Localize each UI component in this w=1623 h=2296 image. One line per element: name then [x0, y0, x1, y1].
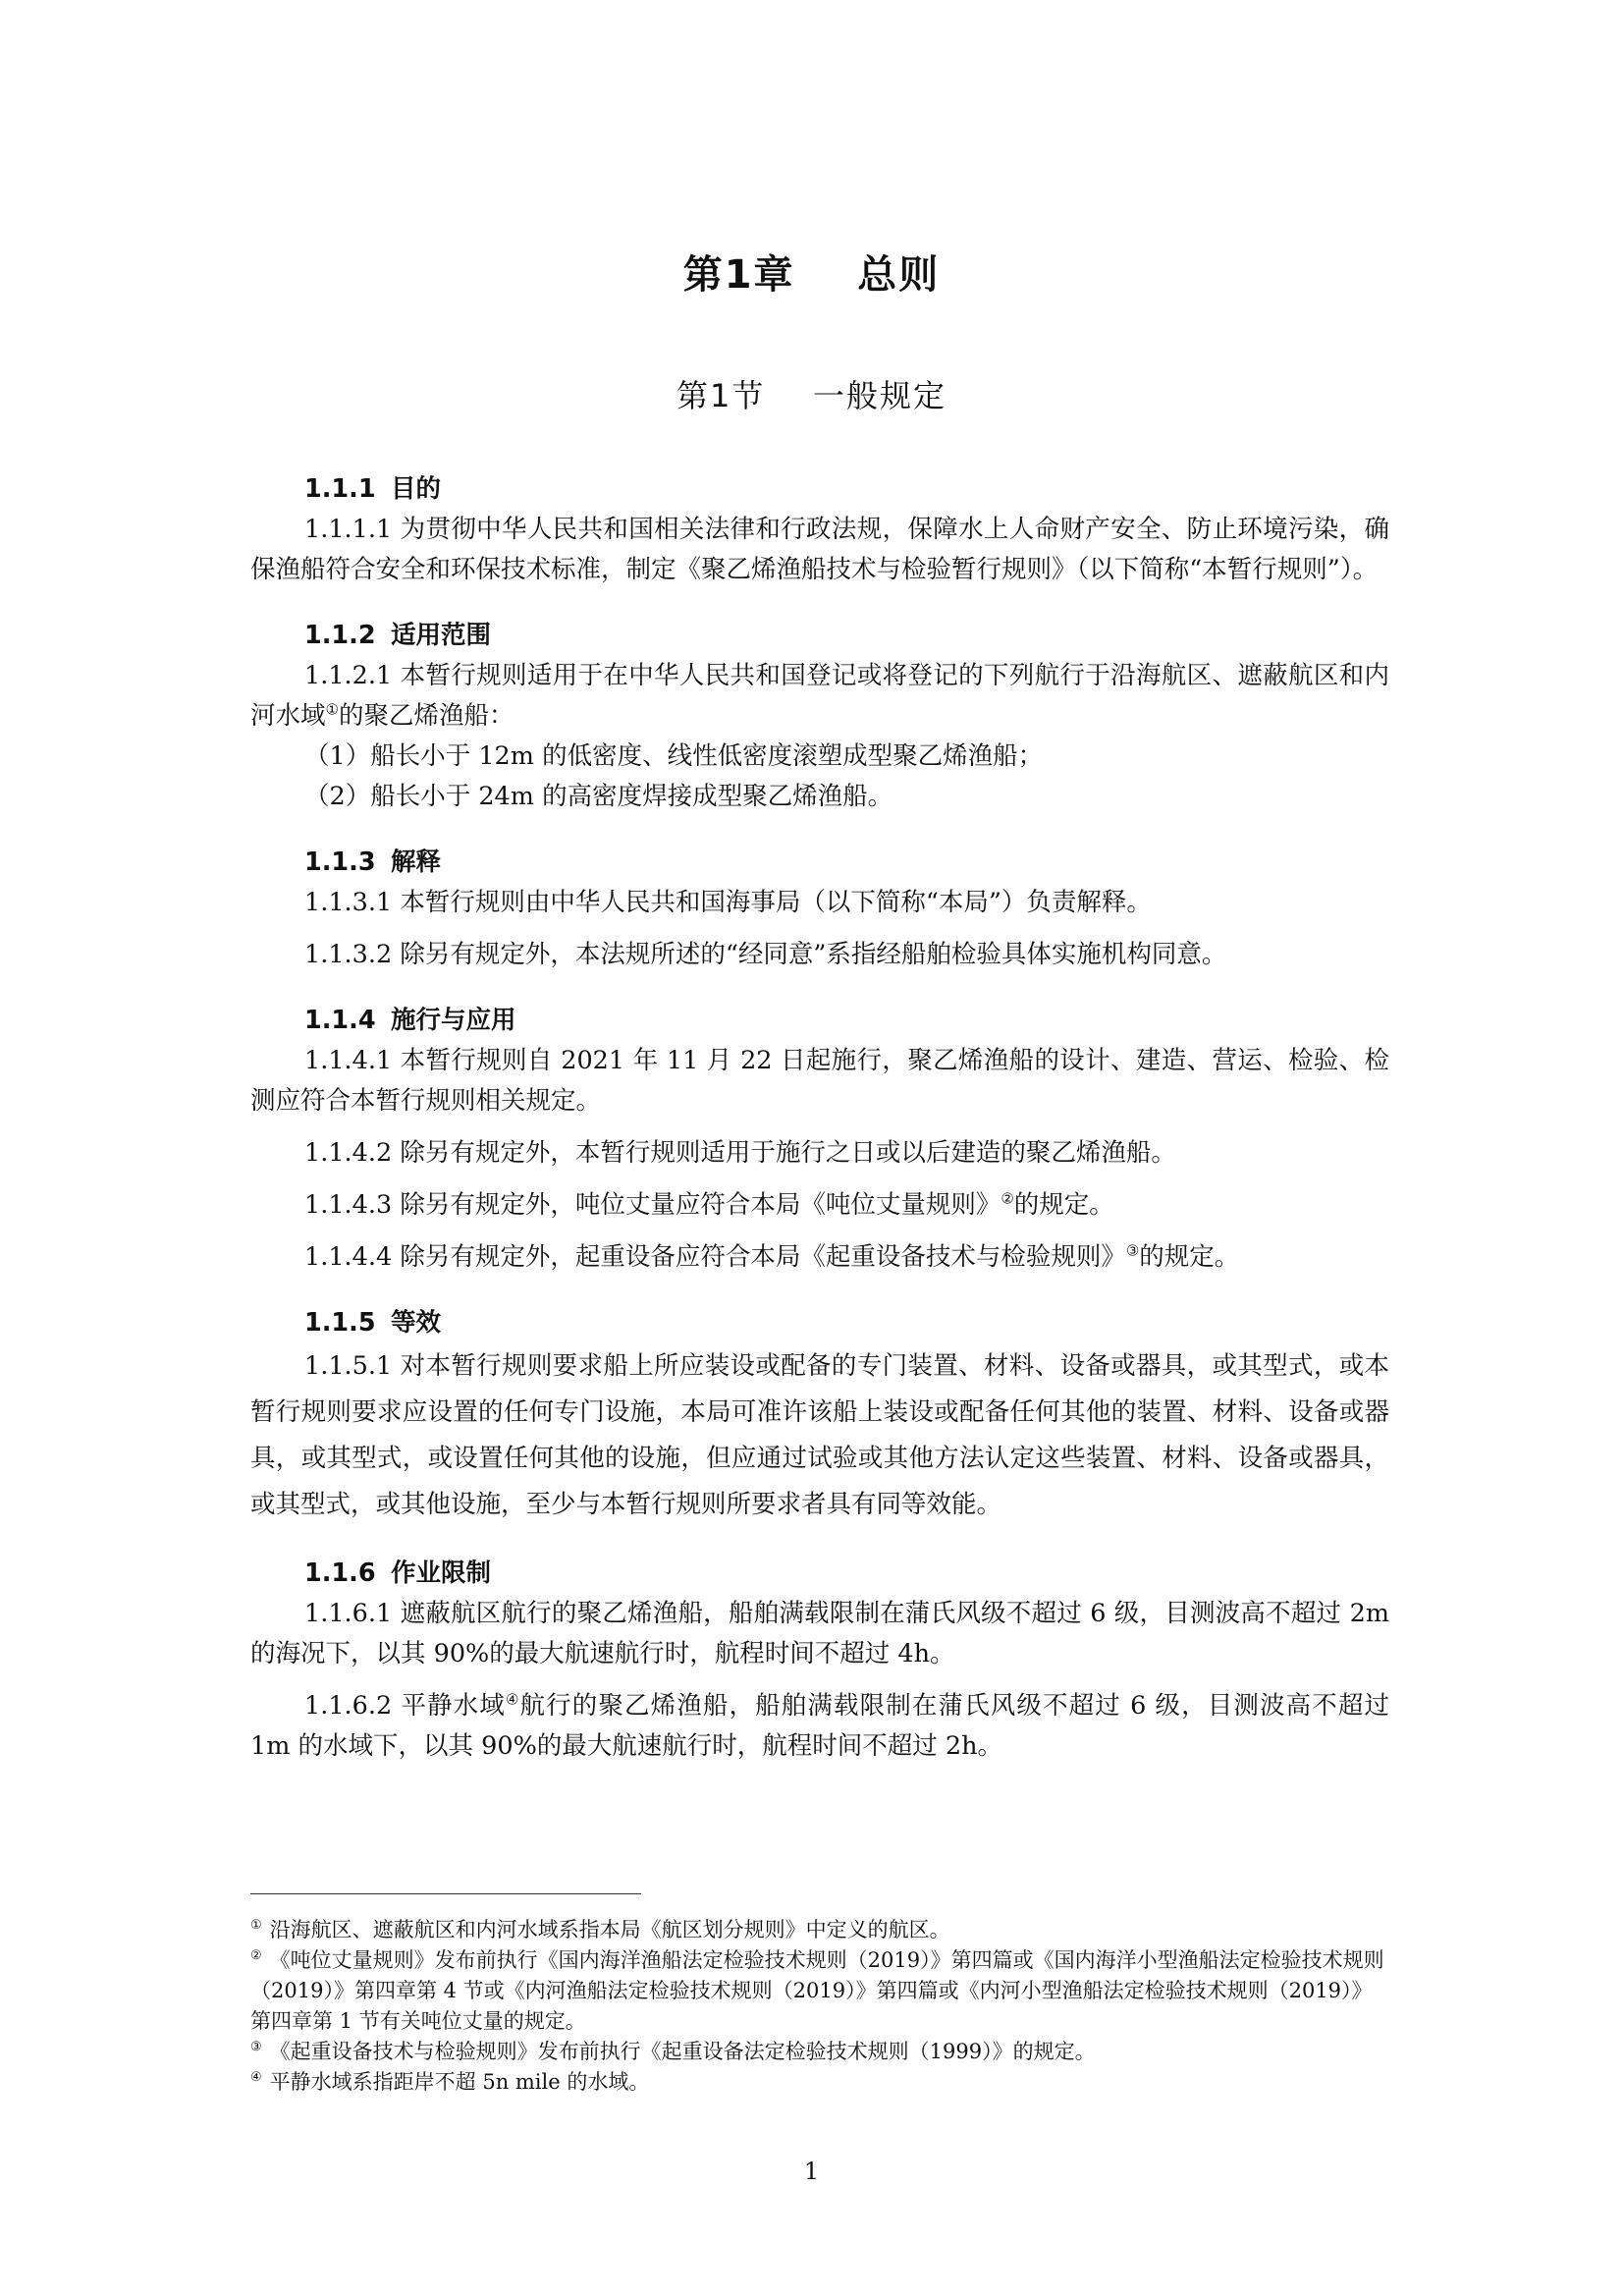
list-item: （1）船长小于 12m 的低密度、线性低密度滚塑成型聚乙烯渔船； [304, 741, 1044, 771]
footnotes [250, 1915, 1389, 2098]
paragraph-text: 1.1.4.3 除另有规定外，吨位丈量应符合本局《吨位丈量规则》 [304, 1190, 1001, 1220]
heading-1-1-3 [250, 843, 1389, 883]
footnote-3 [250, 2037, 1389, 2067]
heading-1-1-4 [250, 1001, 1389, 1041]
footnote-text: 平静水域系指距岸不超 5n mile 的水域。 [269, 2070, 650, 2094]
paragraph-1-1-6-2 [250, 1686, 1389, 1767]
heading-title: 解释 [391, 847, 442, 877]
paragraph-1-1-6-1: 1.1.6.1 遮蔽航区航行的聚乙烯渔船，船舶满载限制在蒲氏风级不超过 6 级，目测波高不超过 2m 的海况下，以其 90%的最大航速航行时，航程时间不超过 4h。 [250, 1599, 1390, 1668]
section-title: 第1节 一般规定 [676, 377, 947, 414]
paragraph-1-1-1-1: 1.1.1.1 为贯彻中华人民共和国相关法律和行政法规，保障水上人命财产安全、防止环境污染，确保渔船符合安全和环保技术标准，制定《聚乙烯渔船技术与检验暂行规则》（以下简称“本暂行规则”）。 [250, 515, 1389, 584]
paragraph-1-1-4-3 [250, 1185, 1389, 1226]
footnote-text: 《起重设备技术与检验规则》发布前执行《起重设备法定检验技术规则（1999）》的规定。 [269, 2040, 1096, 2063]
footnote-mark: ④ [250, 2070, 262, 2085]
footnote-4 [250, 2067, 1389, 2098]
heading-1-1-2 [250, 616, 1389, 656]
heading-number: 1.1.6 [304, 1558, 376, 1588]
footnote-ref-2[interactable]: ② [1001, 1189, 1014, 1208]
heading-number: 1.1.1 [304, 474, 376, 504]
footnote-ref-1[interactable]: ① [325, 700, 339, 719]
footnote-2 [250, 1945, 1389, 2037]
paragraph-1-1-4-4 [250, 1237, 1389, 1278]
paragraph-text: 的聚乙烯渔船： [338, 701, 514, 731]
chapter-title: 第1章 总则 [682, 252, 941, 298]
paragraph-text: 1.1.2.1 本暂行规则适用于在中华人民共和国登记或将登记的下列航行于沿海航区、遮蔽航区和内河水域 [250, 661, 1389, 731]
paragraph-text: 的规定。 [1139, 1242, 1240, 1272]
paragraph-text: 1.1.6.2 平静水域 [304, 1691, 506, 1721]
heading-title: 目的 [391, 474, 442, 504]
paragraph-1-1-4-2: 1.1.4.2 除另有规定外，本暂行规则适用于施行之日或以后建造的聚乙烯渔船。 [304, 1138, 1176, 1168]
paragraph-1-1-3-1: 1.1.3.1 本暂行规则由中华人民共和国海事局（以下简称“本局”）负责解释。 [304, 888, 1152, 917]
footnote-text: 《吨位丈量规则》发布前执行《国内海洋渔船法定检验技术规则（2019）》第四篇或《国内海洋小型渔船法定检验技术规则（2019）》第四章第 4 节或《内河渔船法定检验技术规则（2019）》第四篇或《内河小型渔船法定检验技术规则（2019）》第四章第 1 节有关吨位丈量的规定。 [250, 1948, 1384, 2033]
heading-1-1-6 [250, 1554, 1389, 1594]
heading-title: 施行与应用 [391, 1006, 516, 1035]
footnote-mark: ② [250, 1948, 262, 1963]
heading-1-1-5 [250, 1303, 1389, 1343]
footnote-mark: ③ [250, 2040, 262, 2054]
footnote-text: 沿海航区、遮蔽航区和内河水域系指本局《航区划分规则》中定义的航区。 [269, 1918, 950, 1941]
heading-number: 1.1.5 [304, 1308, 376, 1338]
heading-number: 1.1.4 [304, 1006, 376, 1035]
footnote-1 [250, 1915, 1389, 1945]
footnote-mark: ① [250, 1918, 262, 1933]
paragraph-text: 1.1.4.4 除另有规定外，起重设备应符合本局《起重设备技术与检验规则》 [304, 1242, 1126, 1272]
heading-title: 作业限制 [391, 1558, 492, 1588]
paragraph-1-1-3-2: 1.1.3.2 除另有规定外，本法规所述的“经同意”系指经船舶检验具体实施机构同意。 [304, 940, 1227, 969]
heading-title: 适用范围 [391, 621, 492, 650]
footnote-ref-4[interactable]: ④ [505, 1690, 520, 1709]
heading-number: 1.1.3 [304, 847, 376, 877]
paragraph-1-1-4-1: 1.1.4.1 本暂行规则自 2021 年 11 月 22 日起施行，聚乙烯渔船的设计、建造、营运、检验、检测应符合本暂行规则相关规定。 [250, 1046, 1389, 1116]
heading-title: 等效 [391, 1308, 442, 1338]
paragraph-text: 的规定。 [1013, 1190, 1114, 1220]
paragraph-1-1-2-1 [250, 656, 1389, 737]
page-number: 1 [803, 2158, 820, 2185]
heading-1-1-1 [250, 469, 1389, 510]
list-item: （2）船长小于 24m 的高密度焊接成型聚乙烯渔船。 [304, 782, 893, 811]
heading-number: 1.1.2 [304, 621, 376, 650]
footnote-separator [250, 1893, 641, 1894]
body-content [250, 469, 1389, 1767]
footnote-ref-3[interactable]: ③ [1125, 1241, 1140, 1260]
paragraph-text: 航行的聚乙烯渔船，船舶满载限制在蒲氏风级不超过 6 级，目测波高不超过 1m 的水域下，以其 90%的最大航速航行时，航程时间不超过 2h。 [250, 1691, 1389, 1761]
paragraph-1-1-5-1: 1.1.5.1 对本暂行规则要求船上所应装设或配备的专门装置、材料、设备或器具，或其型式，或本暂行规则要求应设置的任何专门设施，本局可准许该船上装设或配备任何其他的装置、材料、设备或器具，或其型式，或设置任何其他的设施，但应通过试验或其他方法认定这些装置、材料、设备或器具，或其型式，或其他设施，至少与本暂行规则所要求者具有同等效能。 [250, 1351, 1389, 1519]
